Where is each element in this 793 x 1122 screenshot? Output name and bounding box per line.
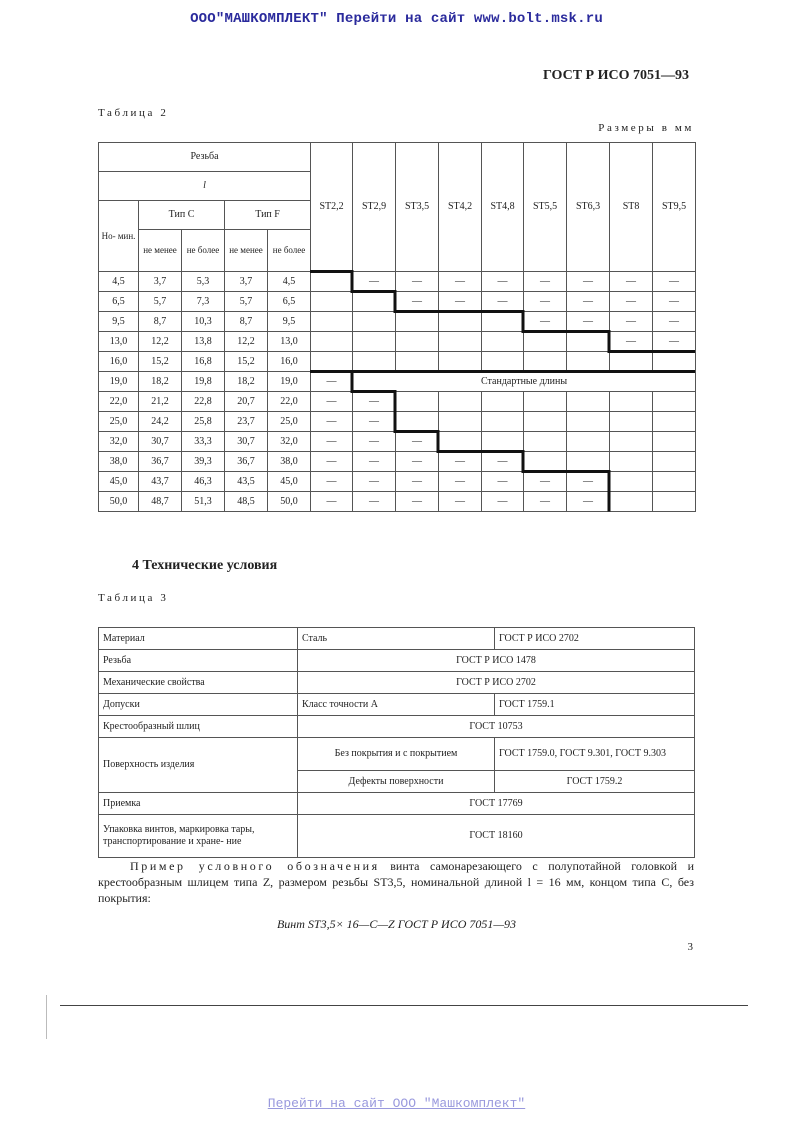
table-cell: — [439,272,482,292]
table-cell: 39,3 [182,452,225,472]
mechanical-standard: ГОСТ Р ИСО 2702 [298,672,695,694]
table-cell [567,432,610,452]
table-cell: 12,2 [225,332,268,352]
table-cell: 50,0 [99,492,139,512]
table-cell: — [524,312,567,332]
table-cell [311,312,353,332]
table-cell: 19,0 [268,372,311,392]
table-cell: 10,3 [182,312,225,332]
table-cell [482,392,524,412]
table2 [98,142,696,512]
table-cell: 36,7 [139,452,182,472]
table-row [99,472,696,492]
table-cell [439,352,482,372]
table-cell [396,352,439,372]
table-cell: — [353,452,396,472]
table-cell: 23,7 [225,412,268,432]
table-cell [524,412,567,432]
table-cell: — [311,412,353,432]
table-cell [353,292,396,312]
table-cell [311,292,353,312]
table-cell: 16,0 [99,352,139,372]
table-cell [311,332,353,352]
table-cell [567,332,610,352]
table-cell: 21,2 [139,392,182,412]
table-cell: — [653,292,696,312]
table-cell: — [439,472,482,492]
table-row [99,352,696,372]
table-cell: 45,0 [99,472,139,492]
table-cell: — [353,412,396,432]
col-st48: ST4,8 [482,143,524,272]
table-cell: — [353,272,396,292]
table-cell: 22,0 [268,392,311,412]
table-row [99,292,696,312]
table-row [99,372,696,392]
table-cell: — [610,312,653,332]
table-cell: 22,0 [99,392,139,412]
type-f-min-header: не менее [225,230,268,272]
table-cell: — [353,392,396,412]
table-cell: — [482,272,524,292]
table-cell: — [311,472,353,492]
table-row [99,492,696,512]
table-cell: 3,7 [139,272,182,292]
table-cell: 13,0 [99,332,139,352]
col-st29: ST2,9 [353,143,396,272]
table-cell: 48,7 [139,492,182,512]
col-st8: ST8 [610,143,653,272]
table-cell: 46,3 [182,472,225,492]
col-st95: ST9,5 [653,143,696,272]
length-header: l [99,172,311,201]
thread-header: Резьба [99,143,311,172]
table-cell: — [567,292,610,312]
slot-key: Крестообразный шлиц [99,716,298,738]
table-cell [482,432,524,452]
table-cell: 36,7 [225,452,268,472]
table-cell [482,332,524,352]
example-paragraph [98,858,694,906]
table-cell: 48,5 [225,492,268,512]
table-cell [311,352,353,372]
table-cell [567,452,610,472]
table-cell: — [396,452,439,472]
table-cell [396,412,439,432]
table-cell: 7,3 [182,292,225,312]
standard-lengths-label: Стандартные длины [353,372,696,392]
table-cell [524,352,567,372]
section-4-title: 4 Технические условия [132,558,278,573]
table-cell: — [482,452,524,472]
table-cell: 6,5 [268,292,311,312]
table-cell: 38,0 [99,452,139,472]
col-st42: ST4,2 [439,143,482,272]
table-cell [524,452,567,472]
table-cell: 30,7 [139,432,182,452]
table-cell: 32,0 [99,432,139,452]
table-cell: — [524,292,567,312]
table-cell: 12,2 [139,332,182,352]
table2-label: Таблица 2 [98,107,169,119]
table-row [99,432,696,452]
table2-units: Размеры в мм [598,122,694,134]
table-cell: 19,8 [182,372,225,392]
table-cell: 24,2 [139,412,182,432]
table-cell: — [396,292,439,312]
surface-defects: Дефекты поверхности [298,771,495,793]
table-cell [482,352,524,372]
acceptance-key: Приемка [99,793,298,815]
table-cell: 32,0 [268,432,311,452]
table-cell [353,352,396,372]
slot-standard: ГОСТ 10753 [298,716,695,738]
table-cell: — [524,492,567,512]
col-st63: ST6,3 [567,143,610,272]
table-cell [396,312,439,332]
table-cell: 50,0 [268,492,311,512]
table-cell [353,332,396,352]
table-cell: — [653,312,696,332]
type-f-max-header: не более [268,230,311,272]
table-cell: — [311,372,353,392]
table-row [99,312,696,332]
table-cell: 43,7 [139,472,182,492]
table-cell: — [610,272,653,292]
table-cell: 6,5 [99,292,139,312]
table-cell: 20,7 [225,392,268,412]
table-cell: — [567,312,610,332]
table-cell [482,412,524,432]
table-cell [653,352,696,372]
material-standard: ГОСТ Р ИСО 2702 [495,628,695,650]
table-cell [439,312,482,332]
document-code: ГОСТ Р ИСО 7051—93 [542,68,689,83]
table-cell [311,272,353,292]
bottom-rule [60,1005,748,1006]
table-cell: — [567,492,610,512]
table-cell: 8,7 [225,312,268,332]
table-cell: 16,0 [268,352,311,372]
table-cell: — [396,492,439,512]
table-cell [396,392,439,412]
table-cell: — [567,472,610,492]
table-cell: — [439,492,482,512]
table-cell: — [396,472,439,492]
table-cell: 5,3 [182,272,225,292]
table-cell: — [524,272,567,292]
table-cell: 9,5 [99,312,139,332]
table-cell: 18,2 [139,372,182,392]
table-cell: 4,5 [268,272,311,292]
table-cell [439,332,482,352]
table-cell [610,412,653,432]
table-cell: 5,7 [139,292,182,312]
table3-label: Таблица 3 [98,592,169,604]
table-cell [567,392,610,412]
tolerance-value: Класс точности А [298,694,495,716]
site-link-bottom[interactable]: Перейти на сайт ООО "Машкомплект" [267,1096,526,1111]
table3 [98,627,695,858]
table-cell: 33,3 [182,432,225,452]
table-cell: — [482,472,524,492]
table-row [99,452,696,472]
table-cell: — [353,432,396,452]
table-cell [439,432,482,452]
table-cell: — [653,332,696,352]
type-f-header: Тип F [225,201,311,230]
col-st55: ST5,5 [524,143,567,272]
table-cell: 13,0 [268,332,311,352]
table-cell [524,332,567,352]
table-cell: — [482,292,524,312]
table-cell: 19,0 [99,372,139,392]
table-cell [653,392,696,412]
packaging-standard: ГОСТ 18160 [298,815,695,858]
surface-key: Поверхность изделия [99,738,298,793]
example-designation: Винт ST3,5× 16—С—Z ГОСТ Р ИСО 7051—93 [276,917,517,931]
table-cell [653,492,696,512]
table-cell [524,432,567,452]
table-cell: 9,5 [268,312,311,332]
table-cell: — [353,492,396,512]
table-row [99,392,696,412]
table-cell: — [396,272,439,292]
table-cell: — [653,272,696,292]
tolerance-standard: ГОСТ 1759.1 [495,694,695,716]
table-cell [610,452,653,472]
table-cell: — [311,392,353,412]
table-cell: — [482,492,524,512]
acceptance-standard: ГОСТ 17769 [298,793,695,815]
table-cell: 30,7 [225,432,268,452]
material-value: Сталь [298,628,495,650]
site-link-top[interactable]: ООО"МАШКОМПЛЕКТ" Перейти на сайт www.bolt.msk.ru [190,11,603,27]
table-cell: — [353,472,396,492]
table-cell [610,472,653,492]
example-lead: Пример условного обозначения [130,859,380,873]
table-cell: 8,7 [139,312,182,332]
thread-key: Резьба [99,650,298,672]
table-cell: 38,0 [268,452,311,472]
tolerance-key: Допуски [99,694,298,716]
table-row [99,412,696,432]
table-cell: 13,8 [182,332,225,352]
table-cell: — [311,452,353,472]
packaging-key: Упаковка винтов, маркировка тары, транспортирование и хране- ние [99,815,298,858]
table-cell [653,412,696,432]
table-row [99,272,696,292]
table-cell: 25,8 [182,412,225,432]
table-cell: 25,0 [99,412,139,432]
table-cell: — [396,432,439,452]
col-st35: ST3,5 [396,143,439,272]
nominal-header: Но- мин. [99,201,139,272]
table-cell: — [439,452,482,472]
table-cell: 3,7 [225,272,268,292]
type-c-max-header: не более [182,230,225,272]
table-cell [610,392,653,412]
thread-standard: ГОСТ Р ИСО 1478 [298,650,695,672]
table-cell: 25,0 [268,412,311,432]
table-cell: — [311,492,353,512]
table-cell: 43,5 [225,472,268,492]
table-cell: 22,8 [182,392,225,412]
table-cell [567,352,610,372]
table-cell [567,412,610,432]
table-cell [524,392,567,412]
table-cell [653,472,696,492]
col-st22: ST2,2 [311,143,353,272]
table-cell: — [439,292,482,312]
table-cell: 16,8 [182,352,225,372]
table-cell: — [567,272,610,292]
table-cell [439,392,482,412]
surface-defects-standard: ГОСТ 1759.2 [495,771,695,793]
table-cell: — [524,472,567,492]
table-cell: 45,0 [268,472,311,492]
type-c-header: Тип С [139,201,225,230]
table-cell [610,492,653,512]
surface-coating-standard: ГОСТ 1759.0, ГОСТ 9.301, ГОСТ 9.303 [495,738,695,771]
table-cell [653,452,696,472]
material-key: Материал [99,628,298,650]
table-cell: 4,5 [99,272,139,292]
page-number: 3 [687,941,693,953]
table-cell [610,352,653,372]
table-cell: 15,2 [139,352,182,372]
table-row [99,332,696,352]
surface-coating: Без покрытия и с покрытием [298,738,495,771]
table-cell [610,432,653,452]
table-cell: 15,2 [225,352,268,372]
table-cell [353,312,396,332]
table-cell: — [311,432,353,452]
table-cell: 5,7 [225,292,268,312]
table-cell: 51,3 [182,492,225,512]
type-c-min-header: не менее [139,230,182,272]
table-cell: — [610,332,653,352]
table-cell [653,432,696,452]
side-rule [46,995,47,1039]
mechanical-key: Механические свойства [99,672,298,694]
table-cell [439,412,482,432]
table-cell [396,332,439,352]
table-cell: — [610,292,653,312]
example-text: винта самонарезающего с полупотайной головкой и крестообразным шлицем типа Z, размером резьбы ST3,5, номинальной длиной l = 16 мм, концом типа С, без покрытия: [98,859,694,905]
table-cell: 18,2 [225,372,268,392]
table-cell [482,312,524,332]
